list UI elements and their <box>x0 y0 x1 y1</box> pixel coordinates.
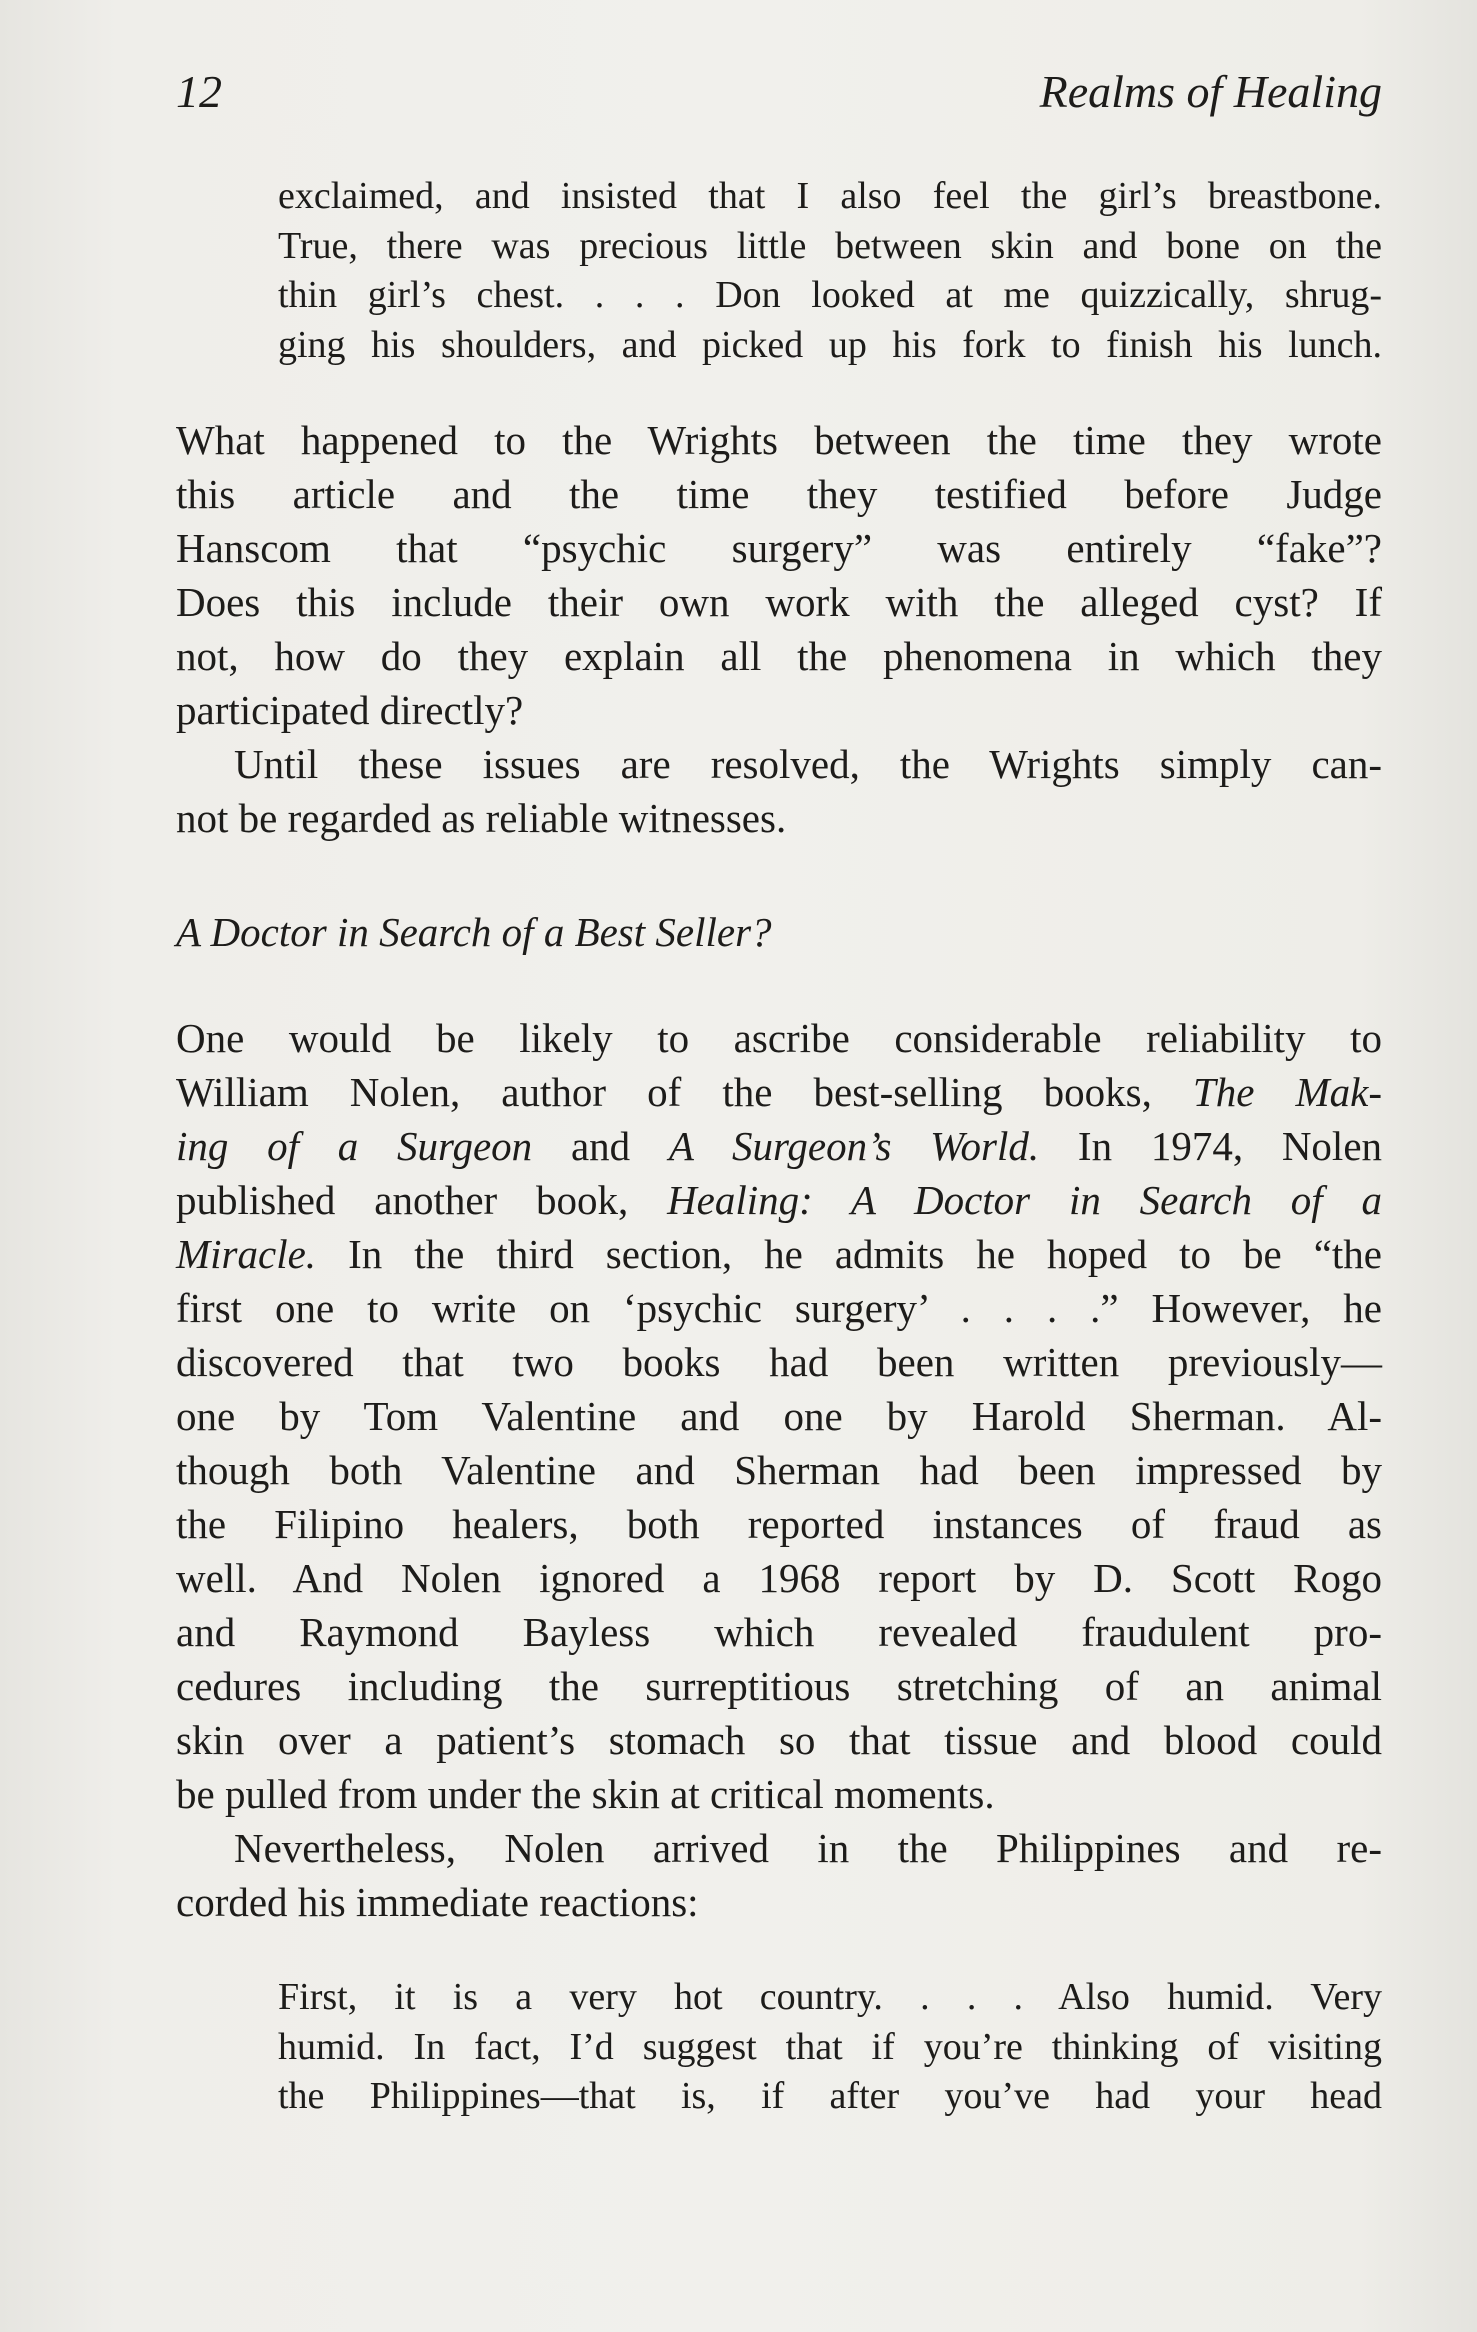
page-body <box>176 172 1382 2122</box>
para3-text: In the third section, he admits he hoped to be “the <box>348 1231 1383 1277</box>
book-title-making-of-a-surgeon: The Mak- <box>1192 1069 1383 1115</box>
paragraph-nolen <box>176 1011 1382 1821</box>
quote1-line: exclaimed, and insisted that I also feel the girl’s breastbone. <box>278 175 1382 217</box>
para3-line: well. And Nolen ignored a 1968 report by D. Scott Rogo <box>176 1555 1382 1601</box>
para3-line: discovered that two books had been written previously— <box>176 1339 1382 1385</box>
quote1-line: True, there was precious little between skin and bone on the <box>278 224 1382 267</box>
para1-line: Does this include their own work with the alleged cyst? If <box>176 579 1382 625</box>
para3-text: published another book, <box>176 1177 629 1223</box>
book-title-making-of-a-surgeon-cont: ing of a Surgeon <box>176 1123 533 1169</box>
para4-line: corded his immediate reactions: <box>176 1879 699 1925</box>
para1-line: this article and the time they testified before Judge <box>176 471 1382 517</box>
para3-line <box>176 1173 1382 1227</box>
para3-text: William Nolen, author of the best-selling books, <box>176 1069 1152 1115</box>
para3-line: be pulled from under the skin at critical moments. <box>176 1771 995 1817</box>
para1-line: What happened to the Wrights between the time they wrote <box>176 417 1382 463</box>
para3-line <box>176 1119 1382 1173</box>
section-subheading: A Doctor in Search of a Best Seller? <box>176 909 772 955</box>
quote2-line: First, it is a very hot country. . . . Also humid. Very <box>278 1976 1382 2018</box>
paragraph-wrights-question <box>176 413 1382 737</box>
para3-line <box>176 1065 1382 1119</box>
page-number: 12 <box>176 66 222 117</box>
book-title-healing: Healing: A Doctor in Search of a <box>667 1177 1382 1223</box>
para3-line: one by Tom Valentine and one by Harold Sherman. Al- <box>176 1393 1382 1439</box>
para3-line <box>176 1227 1382 1281</box>
para3-text: In 1974, Nolen <box>1077 1123 1383 1169</box>
quote1-line: thin girl’s chest. . . . Don looked at me quizzically, shrug- <box>278 274 1382 316</box>
para3-line: the Filipino healers, both reported instances of fraud as <box>176 1501 1382 1547</box>
para3-line: One would be likely to ascribe considerable reliability to <box>176 1015 1382 1061</box>
book-title-a-surgeons-world: A Surgeon’s World. <box>668 1123 1040 1169</box>
para1-line: not, how do they explain all the phenomena in which they <box>176 633 1382 679</box>
book-title: Realms of Healing <box>1039 66 1382 117</box>
para3-text: and <box>570 1123 631 1169</box>
para2-line: Until these issues are resolved, the Wrights simply can- <box>234 741 1382 787</box>
block-quote-1 <box>278 172 1382 370</box>
para1-line: Hanscom that “psychic surgery” was entirely “fake”? <box>176 525 1382 571</box>
paragraph-nevertheless <box>176 1821 1382 1929</box>
book-title-healing-cont: Miracle. <box>176 1231 317 1277</box>
para4-line: Nevertheless, Nolen arrived in the Philippines and re- <box>234 1825 1382 1871</box>
running-head <box>176 62 1382 122</box>
para3-line: first one to write on ‘psychic surgery’ . . . .” However, he <box>176 1285 1382 1331</box>
para2-line: not be regarded as reliable witnesses. <box>176 795 787 841</box>
paragraph-reliable-witnesses <box>176 737 1382 845</box>
para3-line: though both Valentine and Sherman had been impressed by <box>176 1447 1382 1493</box>
para3-line: skin over a patient’s stomach so that tissue and blood could <box>176 1717 1382 1763</box>
para3-line: and Raymond Bayless which revealed fraudulent pro- <box>176 1609 1382 1655</box>
para3-line: cedures including the surreptitious stretching of an animal <box>176 1663 1382 1709</box>
quote2-line: humid. In fact, I’d suggest that if you’re thinking of visiting <box>278 2025 1382 2068</box>
para1-line: participated directly? <box>176 687 524 733</box>
block-quote-2 <box>278 1973 1382 2122</box>
quote1-line: ging his shoulders, and picked up his fork to finish his lunch. <box>278 323 1382 366</box>
quote2-line: the Philippines—that is, if after you’ve had your head <box>278 2075 1382 2117</box>
